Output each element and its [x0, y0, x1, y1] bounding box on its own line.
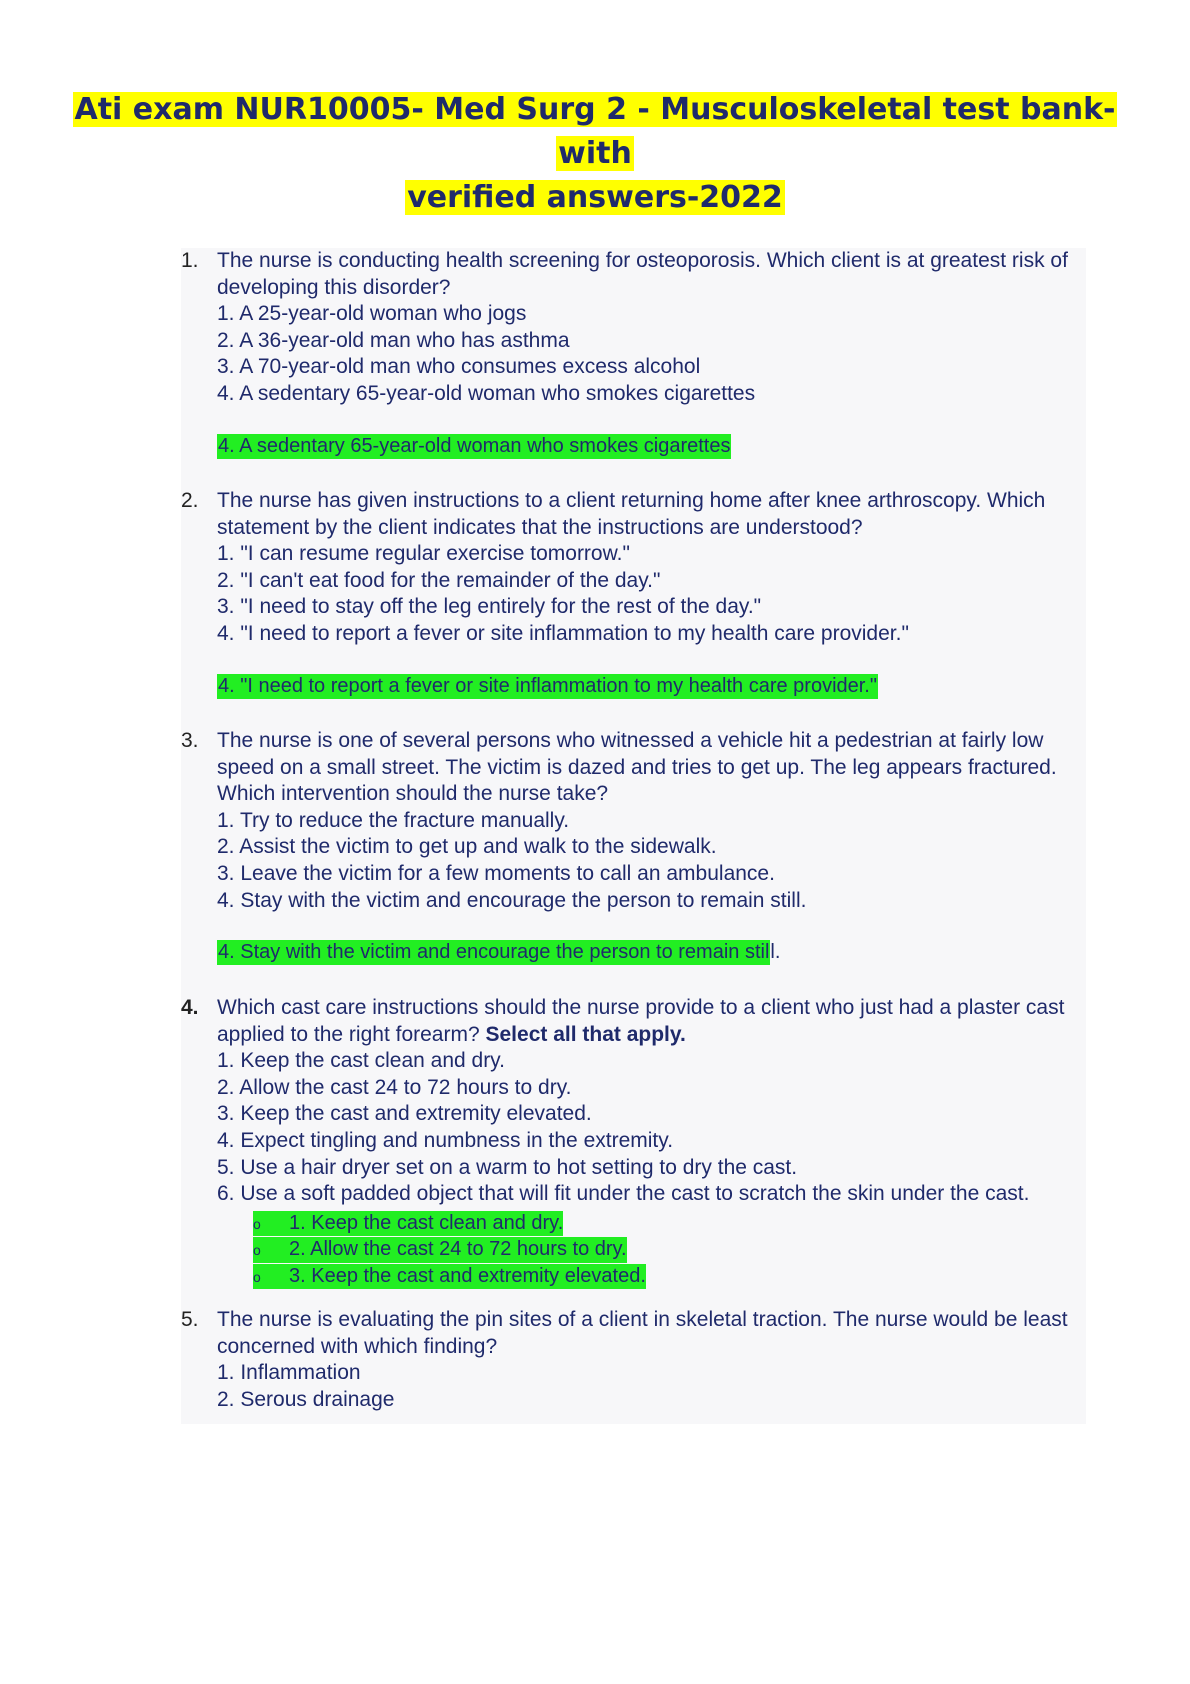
top-mark	[590, 0, 600, 2]
bullet-icon: o	[253, 1215, 261, 1232]
answer-list	[253, 1210, 1085, 1290]
answer-text: 1. Keep the cast clean and dry.	[289, 1211, 564, 1234]
option: 1. "I can resume regular exercise tomorrow."	[217, 542, 630, 566]
question-stem-text: Which cast care instructions should the nurse provide to a client who just had a plaster cast applied to the right forearm?	[217, 996, 1065, 1046]
answer-highlight: 4. Stay with the victim and encourage the person to remain stil	[218, 941, 770, 964]
question-number: 1.	[181, 249, 199, 272]
option: 5. Use a hair dryer set on a warm to hot setting to dry the cast.	[217, 1155, 798, 1179]
option: 4. A sedentary 65-year-old woman who smokes cigarettes	[217, 381, 756, 405]
title-line-1: Ati exam NUR10005- Med Surg 2 - Musculoskeletal test bank-with	[74, 92, 1116, 171]
answer-highlight: 4. A sedentary 65-year-old woman who smokes cigarettes	[218, 434, 731, 457]
title-line-2: verified answers-2022	[407, 180, 783, 215]
question-stem	[217, 995, 1085, 1048]
answer-highlight: 4. "I need to report a fever or site inflammation to my health care provider."	[218, 674, 877, 697]
option: 2. Serous drainage	[217, 1387, 395, 1411]
option: 3. A 70-year-old man who consumes excess alcohol	[217, 355, 701, 379]
option: 4. Expect tingling and numbness in the extremity.	[217, 1128, 674, 1152]
option: 1. Try to reduce the fracture manually.	[217, 808, 570, 832]
option: 2. Allow the cast 24 to 72 hours to dry.	[217, 1075, 572, 1099]
question-stem: The nurse is evaluating the pin sites of a client in skeletal traction. The nurse would be least concerned with which finding?	[217, 1308, 1068, 1358]
answer-highlight	[253, 1237, 627, 1263]
option: 1. Inflammation	[217, 1361, 361, 1385]
question-stem: The nurse has given instructions to a client returning home after knee arthroscopy. Which statement by the client indicates that the instructions are understood?	[217, 489, 1046, 539]
option: 4. Stay with the victim and encourage the person to remain still.	[217, 888, 807, 912]
question-number: 5.	[181, 1308, 199, 1331]
question-5	[181, 1307, 1086, 1413]
option: 3. Leave the victim for a few moments to call an ambulance.	[217, 861, 775, 885]
question-list	[181, 248, 1086, 1424]
bullet-icon: o	[253, 1268, 261, 1285]
answer-text: 3. Keep the cast and extremity elevated.	[289, 1264, 646, 1287]
option: 2. "I can't eat food for the remainder of the day."	[217, 568, 661, 592]
question-number: 3.	[181, 729, 199, 752]
option: 3. "I need to stay off the leg entirely for the rest of the day."	[217, 595, 762, 619]
question-3	[181, 728, 1086, 966]
select-all-instruction: Select all that apply.	[485, 1022, 686, 1046]
option: 1. A 25-year-old woman who jogs	[217, 302, 527, 326]
question-stem: The nurse is one of several persons who witnessed a vehicle hit a pedestrian at fairly low speed on a small street. The victim is dazed and tries to get up. The leg appears fractured. Which intervention should the nurse take?	[217, 729, 1057, 806]
option: 4. "I need to report a fever or site inflammation to my health care provider."	[217, 621, 909, 645]
question-stem: The nurse is conducting health screening for osteoporosis. Which client is at greatest risk of developing this disorder?	[217, 249, 1068, 299]
document-title	[60, 88, 1130, 220]
question-number: 2.	[181, 489, 199, 512]
answer-suffix: l.	[770, 941, 781, 964]
bullet-icon: o	[253, 1242, 261, 1259]
question-1	[181, 248, 1086, 459]
option: 1. Keep the cast clean and dry.	[217, 1049, 505, 1073]
question-number: 4.	[181, 996, 199, 1019]
question-4	[181, 995, 1086, 1290]
option: 2. A 36-year-old man who has asthma	[217, 328, 570, 352]
answer-highlight	[253, 1264, 646, 1290]
option: 6. Use a soft padded object that will fit under the cast to scratch the skin under the cast.	[217, 1182, 1030, 1206]
question-2	[181, 488, 1086, 699]
option: 2. Assist the victim to get up and walk to the sidewalk.	[217, 835, 717, 859]
option: 3. Keep the cast and extremity elevated.	[217, 1102, 592, 1126]
answer-highlight	[253, 1211, 563, 1237]
answer-text: 2. Allow the cast 24 to 72 hours to dry.	[289, 1238, 627, 1261]
